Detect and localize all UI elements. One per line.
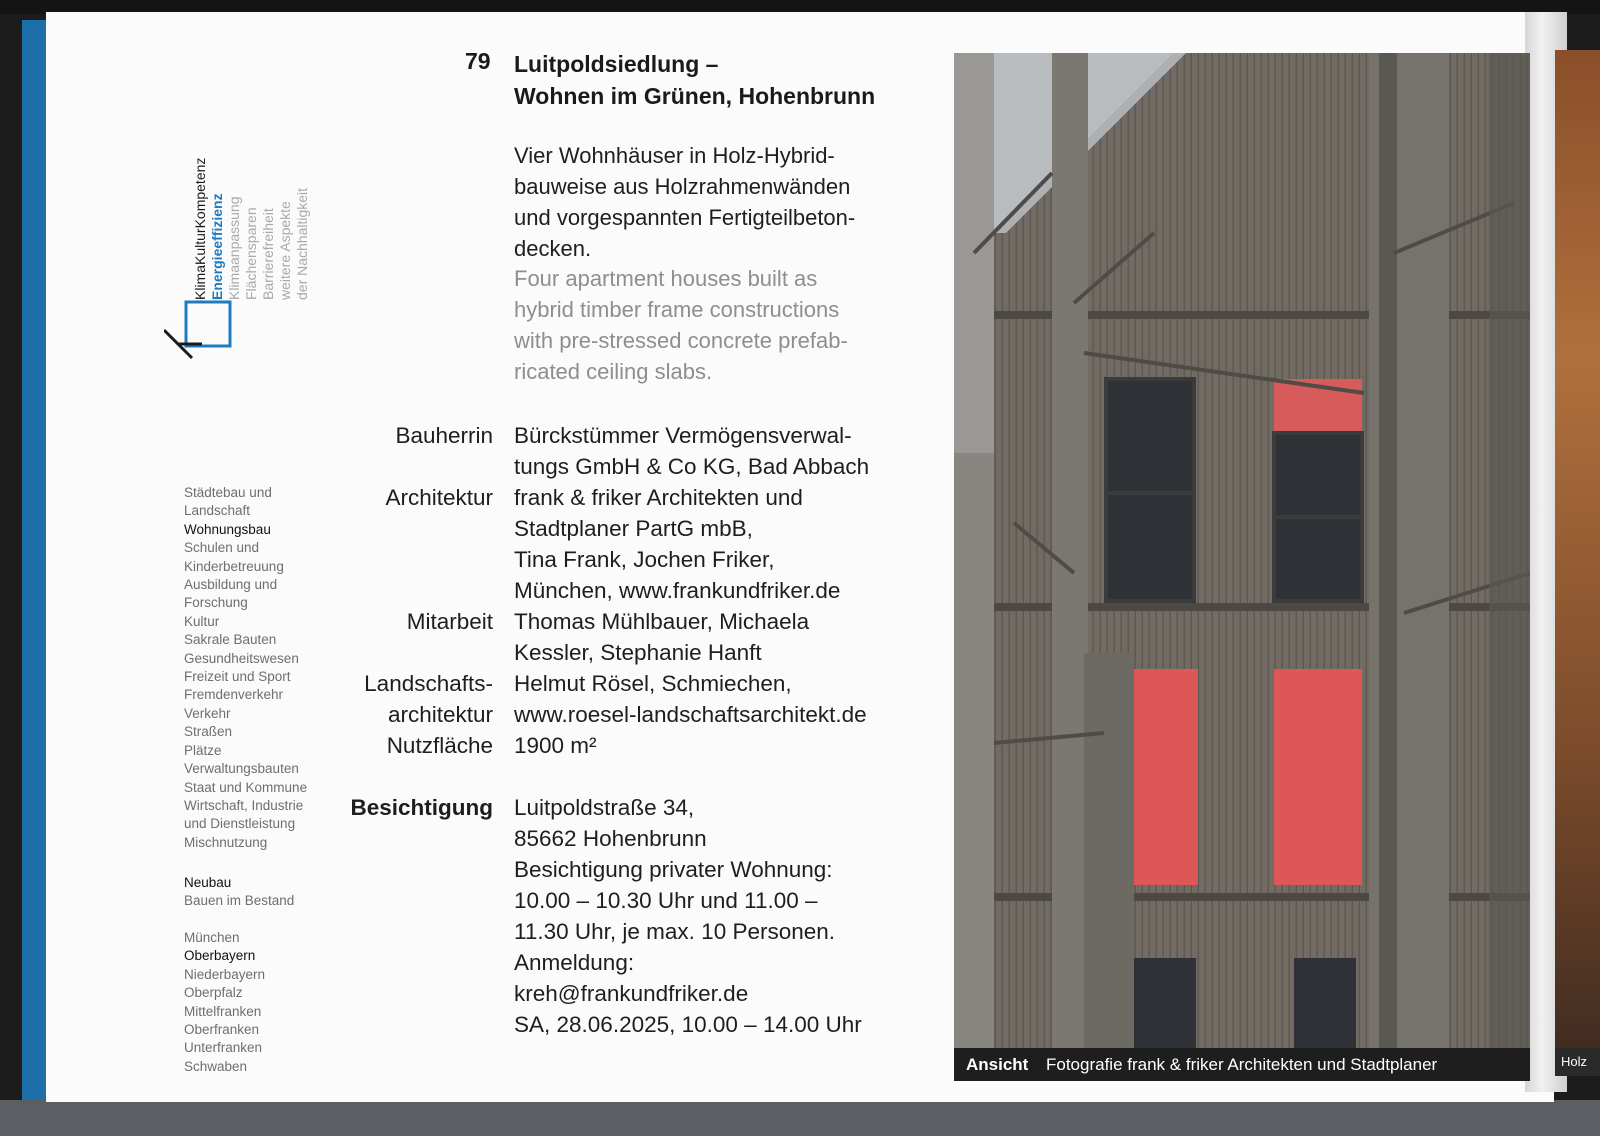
photo-caption — [954, 1048, 1530, 1081]
sidebar-list-item: Verwaltungsbauten — [184, 761, 299, 777]
building-category-list — [184, 484, 307, 852]
description-english: Four apartment houses built as hybrid timber frame constructions with pre-stressed concrete prefab- ricated ceiling slabs. — [514, 266, 848, 384]
entry-number: 79 — [465, 48, 491, 74]
visit-info-line: 85662 Hohenbrunn — [514, 826, 707, 851]
visit-info-line: kreh@frankundfriker.de — [514, 981, 749, 1006]
sidebar-list-item: Wohnungsbau — [184, 521, 271, 537]
sidebar-list-item: Wirtschaft, Industrie — [184, 797, 304, 813]
sidebar-list-item: Neubau — [184, 875, 232, 890]
book-blue-edge — [22, 20, 48, 1105]
sidebar-list-item: Straßen — [184, 724, 233, 740]
building-photo — [954, 53, 1530, 1081]
vertical-label: Barrierefreiheit — [260, 208, 276, 300]
sidebar-list-item: Plätze — [184, 742, 222, 758]
fact-label: Bauherrin — [395, 423, 493, 448]
visit-info-line: Besichtigung privater Wohnung: — [514, 857, 833, 882]
vertical-label: Klimaanpassung — [226, 196, 242, 300]
fact-value-line: Bürckstümmer Vermögensverwal- — [514, 423, 852, 448]
sidebar-list-item: Kultur — [184, 613, 220, 629]
vertical-label: KlimaKulturKompetenz — [192, 157, 208, 300]
vertical-label: der Nachhaltigkeit — [294, 187, 310, 300]
fact-value-line: München, www.frankundfriker.de — [514, 578, 841, 603]
description-german: Vier Wohnhäuser in Holz-Hybrid- bauweise aus Holzrahmenwänden und vorgespannten Fertigteilbeton- decken. — [514, 143, 856, 261]
next-page-photo — [1555, 50, 1600, 1070]
fact-value-line: Stadtplaner PartG mbB, — [514, 516, 753, 541]
scan-bottom-edge — [0, 1100, 1600, 1136]
sidebar-list-item: Kinderbetreuung — [184, 558, 284, 574]
sidebar-list-item: München — [184, 930, 240, 945]
sidebar-list-item: Fremdenverkehr — [184, 687, 284, 703]
sidebar-list-item: Oberbayern — [184, 948, 256, 964]
sustainability-category-labels — [170, 125, 340, 300]
sidebar-list-item: Forschung — [184, 595, 248, 611]
visit-info-line: 10.00 – 10.30 Uhr und 11.00 – — [514, 888, 818, 913]
fact-label: Landschafts- architektur — [364, 671, 493, 727]
sidebar-list-item: und Dienstleistung — [184, 816, 296, 832]
visit-info-line: Luitpoldstraße 34, — [514, 795, 695, 820]
fact-value-line: www.roesel-landschaftsarchitekt.de — [514, 702, 867, 727]
fact-value-line: Kessler, Stephanie Hanft — [514, 640, 762, 665]
sidebar-list-item: Schwaben — [184, 1058, 248, 1074]
sidebar-list-item: Landschaft — [184, 503, 251, 519]
vertical-label: Energieeffizienz — [209, 193, 225, 300]
visit-info-line: Anmeldung: — [514, 950, 635, 975]
fact-label: Mitarbeit — [406, 609, 493, 634]
sidebar-list-item: Oberfranken — [184, 1022, 260, 1038]
sidebar-list-item: Gesundheitswesen — [184, 650, 299, 666]
sidebar-list-item: Schulen und — [184, 540, 260, 556]
vertical-label: Flächensparen — [243, 207, 259, 300]
sidebar-list-item: Verkehr — [184, 705, 231, 721]
fact-value-line: Tina Frank, Jochen Friker, — [514, 547, 775, 572]
fact-value-line: Helmut Rösel, Schmiechen, — [514, 671, 792, 696]
vertical-label: weitere Aspekte — [277, 201, 293, 300]
fact-label: Nutzfläche — [386, 733, 493, 758]
region-list — [184, 929, 265, 1076]
next-page-caption: Holz — [1555, 1048, 1600, 1076]
timber-facade-illustration — [954, 53, 1530, 1081]
klimakultur-logo-icon — [164, 300, 240, 368]
sidebar-list-item: Ausbildung und — [184, 577, 278, 593]
sidebar-list-item: Freizeit und Sport — [184, 669, 291, 685]
fact-value-line: 1900 m² — [514, 733, 597, 758]
sidebar-list-item: Unterfranken — [184, 1040, 263, 1056]
caption-credit: Fotografie frank & friker Architekten und Stadtplaner — [1046, 1055, 1438, 1074]
sidebar-list-item: Niederbayern — [184, 966, 266, 982]
entry-title: Luitpoldsiedlung – Wohnen im Grünen, Hohenbrunn — [514, 51, 876, 109]
sidebar-list-item: Oberpfalz — [184, 985, 243, 1001]
fact-value-line: tungs GmbH & Co KG, Bad Abbach — [514, 454, 870, 479]
fact-label: Architektur — [385, 485, 493, 510]
visit-info-line: 11.30 Uhr, je max. 10 Personen. — [514, 919, 836, 944]
fact-value-line: Thomas Mühlbauer, Michaela — [514, 609, 810, 634]
sidebar-list-item: Mittelfranken — [184, 1003, 262, 1019]
visit-info-line: SA, 28.06.2025, 10.00 – 14.00 Uhr — [514, 1012, 862, 1037]
visit-label: Besichtigung — [350, 795, 493, 820]
caption-label: Ansicht — [966, 1055, 1029, 1074]
sidebar-list-item: Städtebau und — [184, 485, 272, 500]
build-type-list — [184, 874, 294, 911]
sidebar-list-item: Mischnutzung — [184, 834, 268, 850]
sidebar-list-item: Staat und Kommune — [184, 779, 308, 795]
fact-value-line: frank & friker Architekten und — [514, 485, 803, 510]
sidebar-list-item: Sakrale Bauten — [184, 632, 277, 648]
sidebar-list-item: Bauen im Bestand — [184, 893, 295, 909]
